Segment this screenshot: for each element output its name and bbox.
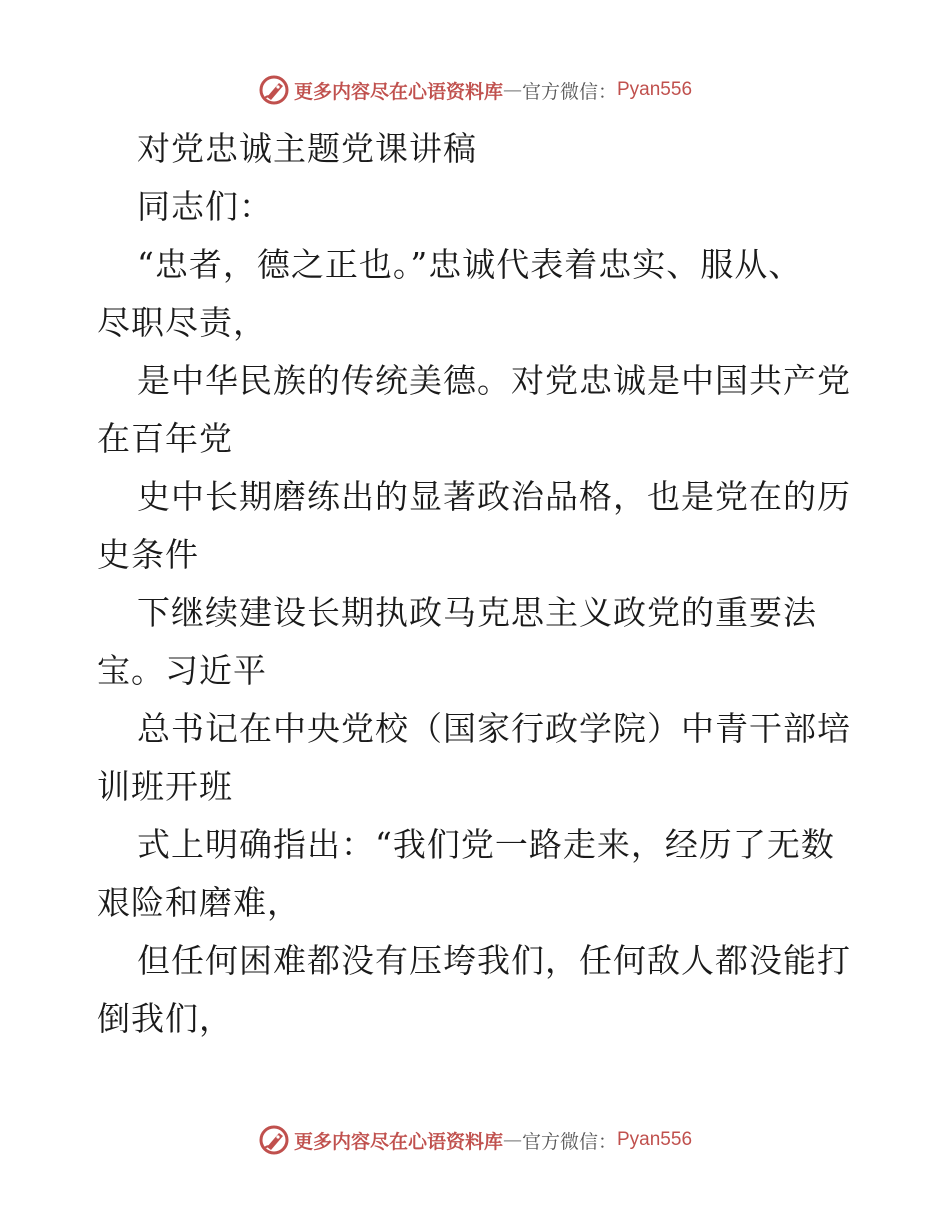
- text-line: 是中华民族的传统美德。对党忠诚是中国共产党: [137, 361, 851, 400]
- text-line: 在百年党: [97, 419, 233, 458]
- text-line: 尽职尽责，: [97, 303, 267, 342]
- banner-wechat-label: 官方微信：: [521, 1130, 617, 1153]
- banner-wechat-id: Pyan556: [617, 79, 693, 100]
- text-line: 宝。习近平: [97, 651, 267, 690]
- text-line: 式上明确指出：“我们党一路走来，经历了无数: [137, 825, 835, 864]
- banner-separator: —: [502, 79, 522, 101]
- header-banner: [0, 70, 950, 110]
- text-line: 史条件: [97, 535, 199, 574]
- banner-main-text: 更多内容尽在心语资料库: [293, 80, 503, 103]
- footer-banner: [0, 1120, 950, 1160]
- text-line: 同志们：: [137, 187, 273, 226]
- pen-nib-logo-icon: [258, 74, 290, 106]
- document-title: 对党忠诚主题党课讲稿: [137, 129, 477, 168]
- text-line: 史中长期磨练出的显著政治品格，也是党在的历: [137, 477, 851, 516]
- text-line: “忠者，德之正也。”忠诚代表着忠实、服从、: [137, 245, 803, 284]
- text-line: 训班开班: [97, 767, 233, 806]
- text-line: 但任何困难都没有压垮我们，任何敌人都没能打: [137, 941, 851, 980]
- banner-main-text: 更多内容尽在心语资料库: [293, 1130, 503, 1153]
- banner-wechat-id: Pyan556: [617, 1129, 693, 1150]
- text-line: 总书记在中央党校（国家行政学院）中青干部培: [137, 709, 851, 748]
- text-line: 艰险和磨难，: [97, 883, 301, 922]
- text-line: 下继续建设长期执政马克思主义政党的重要法: [137, 593, 817, 632]
- document-body: [97, 120, 867, 1048]
- pen-nib-logo-icon: [258, 1124, 290, 1156]
- banner-separator: —: [502, 1129, 522, 1151]
- text-line: 倒我们，: [97, 999, 233, 1038]
- banner-wechat-label: 官方微信：: [521, 80, 617, 103]
